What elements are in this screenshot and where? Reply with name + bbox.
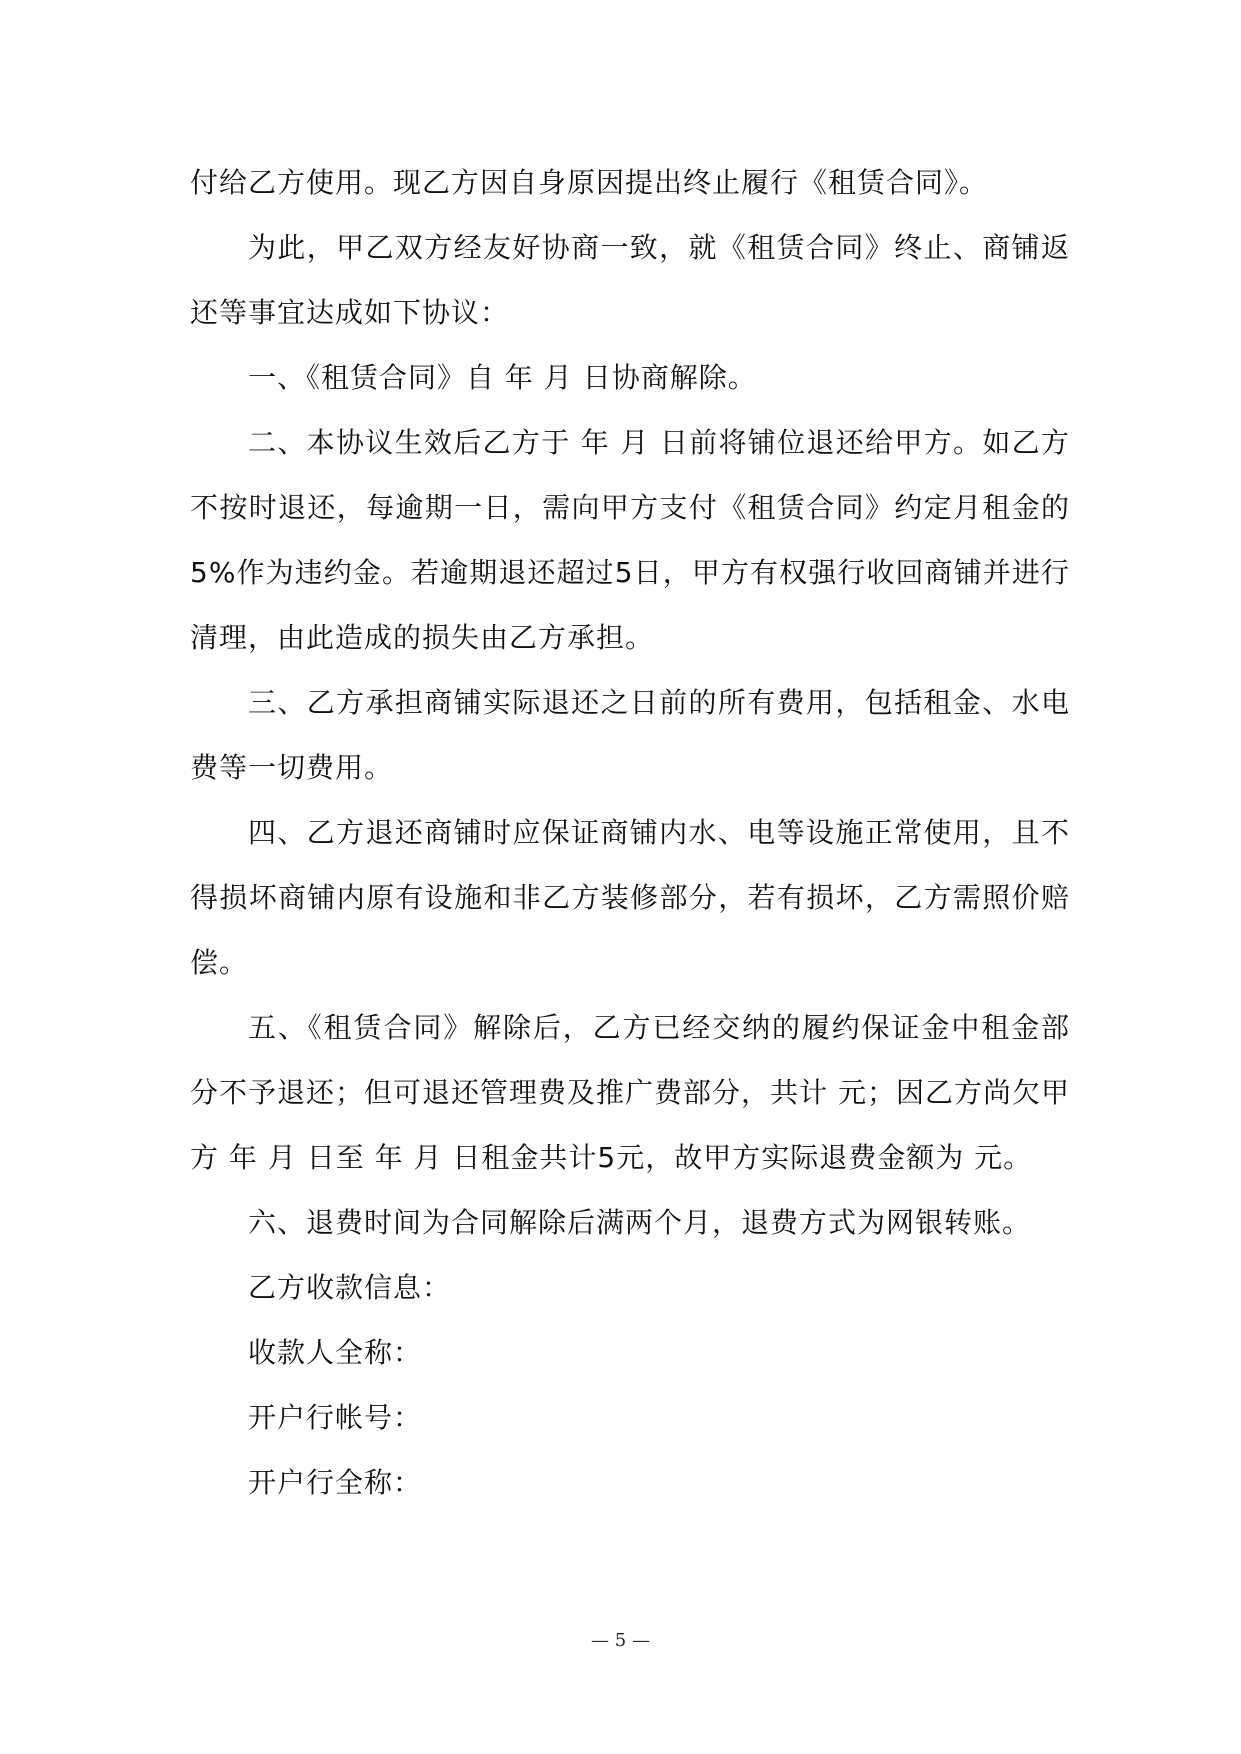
clause-1: 一、《租赁合同》自 年 月 日协商解除。 xyxy=(248,361,757,394)
page-number: — 5 — xyxy=(591,1630,650,1651)
document-body xyxy=(190,150,1070,1515)
payee-info-heading: 乙方收款信息： xyxy=(248,1271,452,1304)
clause-4: 四、乙方退还商铺时应保证商铺内水、电等设施正常使用，且不得损坏商铺内原有设施和非乙方装修部分，若有损坏，乙方需照价赔偿。 xyxy=(190,816,1070,979)
clause-3: 三、乙方承担商铺实际退还之日前的所有费用，包括租金、水电费等一切费用。 xyxy=(190,686,1070,784)
clause-6: 六、退费时间为合同解除后满两个月，退费方式为网银转账。 xyxy=(248,1206,1032,1239)
paragraph-agreement-intro: 为此，甲乙双方经友好协商一致，就《租赁合同》终止、商铺返还等事宜达成如下协议： xyxy=(190,231,1070,329)
clause-2: 二、本协议生效后乙方于 年 月 日前将铺位退还给甲方。如乙方不按时退还，每逾期一日，需向甲方支付《租赁合同》约定月租金的5%作为违约金。若逾期退还超过5日，甲方有权强行收回商铺并进行清理，由此造成的损失由乙方承担。 xyxy=(190,426,1070,654)
bank-full-name-line: 开户行全称： xyxy=(248,1466,423,1499)
payee-full-name-line: 收款人全称： xyxy=(248,1336,423,1369)
bank-account-number-line: 开户行帐号： xyxy=(248,1401,423,1434)
paragraph-continuation: 付给乙方使用。现乙方因自身原因提出终止履行《租赁合同》。 xyxy=(190,166,989,199)
clause-5: 五、《租赁合同》解除后，乙方已经交纳的履约保证金中租金部分不予退还；但可退还管理费及推广费部分，共计 元；因乙方尚欠甲方 年 月 日至 年 月 日租金共计5元，故甲方实际退费金额为 元。 xyxy=(190,1011,1070,1174)
